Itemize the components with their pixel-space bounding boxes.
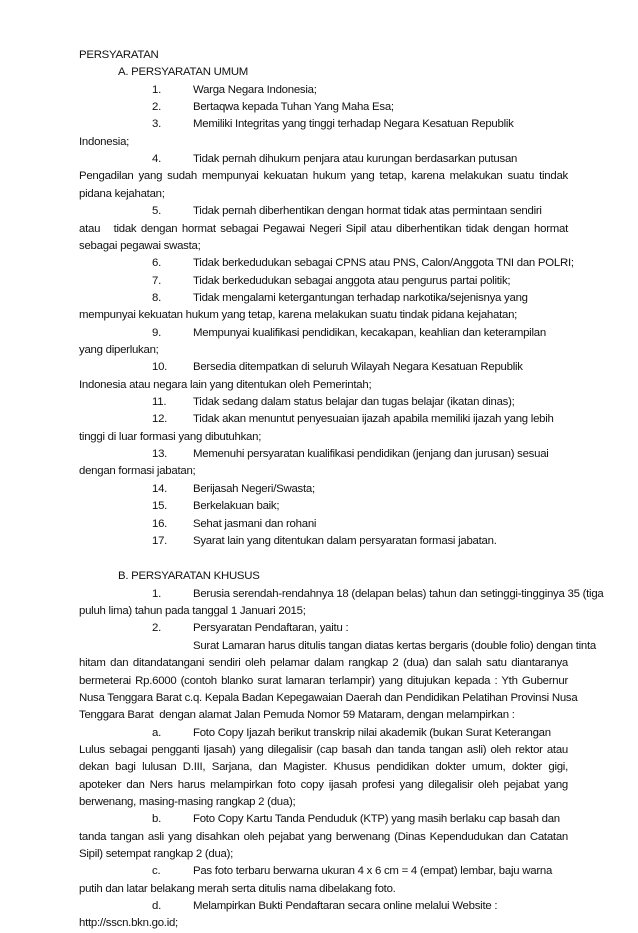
subitem-text: Melampirkan Bukti Pendaftaran secara online melalui Website : [193,900,498,912]
item-number: 7. [152,274,161,287]
letter-intro-line: bermeterai Rp.6000 (contoh blanko surat lamaran terlampir) yang ditujukan kepada : Yth Gubernur [79,674,568,687]
requirement-text-continuation: mempunyai kekuatan hukum yang tetap, karena melakukan suatu tindak pidana kejahatan; [79,309,518,322]
item-number: 15. [152,500,168,513]
requirement-text: Tidak berkedudukan sebagai anggota atau pengurus partai politik; [193,274,511,287]
subitem-text: Foto Copy Kartu Tanda Penduduk (KTP) yang masih berlaku cap basah dan [193,813,560,826]
requirement-text: Tidak akan menuntut penyesuaian ijazah apabila memiliki ijazah yang lebih [193,413,554,426]
item-number: 9. [152,326,161,339]
subitem-text: Pas foto terbaru berwarna ukuran 4 x 6 cm = 4 (empat) lembar, baju warna [193,865,553,878]
letter-intro-line: Tenggara Barat dengan alamat Jalan Pemuda Nomor 59 Mataram, dengan melampirkan : [79,709,515,722]
requirement-text: Bertaqwa kepada Tuhan Yang Maha Esa; [193,101,394,113]
subitem-letter: a. [152,726,161,739]
requirement-text-continuation: Pengadilan yang sudah mempunyai kekuatan hukum yang tetap, karena melakukan suatu tindak [79,170,568,183]
requirement-text: Memiliki Integritas yang tinggi terhadap Negara Kesatuan Republik [193,118,514,131]
requirement-text: Syarat lain yang ditentukan dalam persyaratan formasi jabatan. [193,534,497,547]
requirement-text: Memenuhi persyaratan kualifikasi pendidikan (jenjang dan jurusan) sesuai [193,448,549,461]
subitem-text-continuation: Lulus sebagai pengganti Ijasah) yang dilegalisir (cap basah dan tanda tangan asli) oleh rektor atau [79,743,568,756]
subitem-text-continuation: berwenang, masing-masing rangkap 2 (dua); [79,795,296,808]
subitem-letter: c. [152,865,161,878]
letter-intro-line: Surat Lamaran harus ditulis tangan diatas kertas bergaris (double folio) dengan tinta [193,639,596,652]
item-number: 14. [152,482,168,495]
item-number: 11. [152,396,167,408]
requirement-text: Bersedia ditempatkan di seluruh Wilayah Negara Kesatuan Republik [193,361,523,374]
item-number: 8. [152,291,161,304]
subitem-text-continuation: Sipil) setempat rangkap 2 (dua); [79,848,234,860]
requirement-text: Berijasah Negeri/Swasta; [193,482,315,495]
requirement-text: Tidak berkedudukan sebagai CPNS atau PNS, Calon/Anggota TNI dan POLRI; [193,257,574,270]
item-number: 1. [152,83,161,96]
section-a-heading: A. PERSYARATAN UMUM [118,66,249,79]
item-number: 2. [152,101,161,113]
item-number: 10. [152,361,168,374]
item-number: 6. [152,257,161,270]
item-number: 3. [152,118,161,131]
requirement-text: Tidak pernah dihukum penjara atau kurungan berdasarkan putusan [193,153,518,166]
requirement-text-continuation: Indonesia; [79,135,130,148]
subitem-text-continuation: apoteker dan Ners harus melampirkan foto copy ijasah profesi yang dilegalisir oleh pejabat yang [79,778,568,791]
requirement-text-continuation: dengan formasi jabatan; [79,465,196,478]
letter-intro-line: hitam dan ditandatangani sendiri oleh pelamar dalam rangkap 2 (dua) dan salah satu diantaranya [79,657,568,670]
requirement-text: Persyaratan Pendaftaran, yaitu : [193,622,349,635]
requirement-text: Warga Negara Indonesia; [193,83,317,96]
section-b-heading: B. PERSYARATAN KHUSUS [118,570,260,583]
subitem-text-continuation: tanda tangan asli yang disahkan oleh pejabat yang berwenang (Dinas Kependudukan dan Catatan [79,830,568,843]
item-number: 17. [152,534,168,547]
item-number: 13. [152,448,168,461]
requirement-text: Tidak mengalami ketergantungan terhadap narkotika/sejenisnya yang [193,291,528,304]
subitem-letter: b. [152,813,161,826]
subitem-text: Foto Copy Ijazah berikut transkrip nilai akademik (bukan Surat Keterangan [193,726,551,739]
item-number: 12. [152,413,168,426]
subitem-text-continuation: http://sscn.bkn.go.id; [79,917,178,930]
item-number: 2. [152,622,161,635]
subitem-text-continuation: putih dan latar belakang merah serta ditulis nama dibelakang foto. [79,882,396,895]
requirement-text-continuation: tinggi di luar formasi yang dibutuhkan; [79,430,262,443]
requirement-text: Tidak pernah diberhentikan dengan hormat tidak atas permintaan sendiri [193,205,542,218]
document-title: PERSYARATAN [79,49,159,61]
subitem-text-continuation: dekan bagi lulusan D.III, Sarjana, dan Magister. Khusus pendidikan dokter umum, dokter gigi, [79,761,568,774]
requirement-text: Sehat jasmani dan rohani [193,517,317,530]
requirement-text-continuation: puluh lima) tahun pada tanggal 1 Januari 2015; [79,605,306,618]
requirement-text: Tidak sedang dalam status belajar dan tugas belajar (ikatan dinas); [193,396,515,408]
requirement-text: Berkelakuan baik; [193,500,280,513]
letter-intro-line: Nusa Tenggara Barat c.q. Kepala Badan Kepegawaian Daerah dan Pendidikan Pelatihan Provinsi Nusa [79,691,578,704]
requirement-text-continuation: Indonesia atau negara lain yang ditentukan oleh Pemerintah; [79,378,372,391]
requirement-text: Berusia serendah-rendahnya 18 (delapan belas) tahun dan setinggi-tingginya 35 (tiga [193,587,604,600]
requirement-text-continuation: yang diperlukan; [79,344,159,356]
item-number: 1. [152,587,161,600]
subitem-letter: d. [152,900,161,912]
item-number: 4. [152,153,161,166]
requirement-text-continuation: atau tidak dengan hormat sebagai Pegawai Negeri Sipil atau diberhentikan tidak dengan hormat [79,222,568,235]
requirement-text-continuation: sebagai pegawai swasta; [79,239,201,252]
item-number: 16. [152,517,168,530]
requirement-text: Mempunyai kualifikasi pendidikan, kecakapan, keahlian dan keterampilan [193,326,546,339]
requirement-text-continuation: pidana kejahatan; [79,187,165,200]
item-number: 5. [152,205,161,218]
